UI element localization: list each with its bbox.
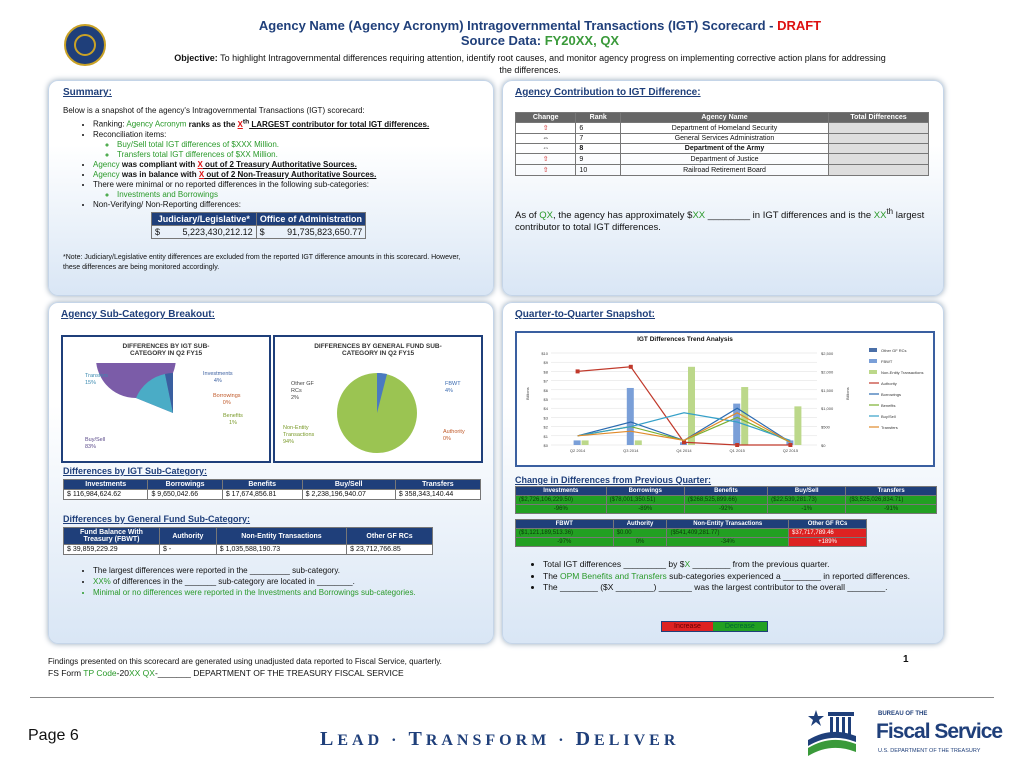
table-row: ⇧ 9 Department of Justice — [516, 154, 929, 165]
y2-tick-label: $1,000 — [821, 406, 834, 412]
contribution-text: As of QX, the agency has approximately $XX ________ in IGT differences and is the XXth largest contributor to total IGT differences. — [515, 207, 925, 234]
breakout-panel — [48, 302, 494, 644]
pie1-label-borrowings: Borrowings 0% — [213, 393, 241, 406]
pie1-label-investments: Investments 4% — [203, 371, 233, 384]
legend-label: Authority — [881, 381, 897, 386]
page-title: Agency Name (Agency Acronym) Intragovernmental Transactions (IGT) Scorecard - DRAFT Source Data: FY20XX, QX — [258, 18, 822, 48]
snapshot-bullets: • Total IGT differences _________ by $X ________ from the previous quarter. • The OPM Benefits and Transfers sub-categories experienced a ________ in reported differences. • The ________ ($X ________) _______ was the largest contributor to the overall ________. — [543, 559, 933, 594]
summary-intro: Below is a snapshot of the agency's Intragovernmental Transactions (IGT) scorecard: — [63, 106, 365, 115]
balance-item: • Agency was in balance with X out of 2 Non-Treasury Authoritative Sources. — [93, 170, 479, 180]
legend-label: Benefits — [881, 403, 896, 408]
legend-label: Buy/Sell — [881, 414, 896, 419]
table-row: ⇔ 7 General Services Administration — [516, 134, 929, 144]
form-line: FS Form TP Code-20XX QX-_______ DEPARTMENT OF THE TREASURY FISCAL SERVICE — [48, 668, 404, 678]
y2-axis-label: Billions — [845, 387, 850, 400]
compliant-item: • Agency was compliant with X out of 2 Treasury Authoritative Sources. — [93, 160, 479, 170]
y-tick-label: $5 — [543, 397, 548, 402]
nonverify-item: • Non-Verifying/ Non-Reporting differences: — [93, 200, 479, 210]
legend-swatch — [869, 370, 877, 374]
change-legend — [661, 621, 768, 632]
contribution-panel — [502, 80, 944, 296]
bar-fbwt — [627, 388, 634, 445]
objective: Objective: To highlight Intragovernmental differences requiring attention, identify root causes, and monitor agency progress on implementing corrective action plans for addressing the differences. — [174, 53, 886, 75]
x-tick-label: Q2 2014 — [569, 448, 586, 453]
legend-label: Transfers — [881, 425, 898, 430]
pie1-label-buysell: Buy/Sell 83% — [85, 437, 106, 450]
igt-pie-chart: DIFFERENCES BY IGT SUB-CATEGORY IN Q2 FY15 Transfers 15% Investments 4% Borrowings 0% Benefits 1% Buy/Sell 83% — [61, 335, 271, 463]
gf-subcat-heading: Differences by General Fund Sub-Category: — [63, 514, 251, 524]
breakout-heading: Agency Sub-Category Breakout: — [61, 309, 215, 320]
point-authority — [788, 443, 792, 447]
minimal-item: • There were minimal or no reported differences in the following sub-categories: ◦ Investments and Borrowings — [93, 180, 479, 200]
x-tick-label: Q3 2014 — [623, 448, 639, 453]
summary-note: *Note: Judiciary/Legislative entity differences are excluded from the reported IGT difference amounts in this scorecard. However, these differences are being monitored accordingly. — [63, 253, 461, 271]
dept-label: U.S. DEPARTMENT OF THE TREASURY — [878, 748, 981, 754]
y-tick-label: $9 — [543, 360, 548, 366]
y-tick-label: $1 — [543, 433, 548, 439]
pie1-label-benefits: Benefits 1% — [223, 413, 243, 426]
gf-pie — [275, 363, 481, 463]
y-tick-label: $6 — [543, 387, 548, 393]
bar-non-entity-transactions — [635, 440, 642, 445]
trend-chart-title: IGT Differences Trend Analysis — [637, 336, 733, 343]
table-row: ⇧ 6 Department of Homeland Security — [516, 123, 929, 134]
summary-panel — [48, 80, 494, 296]
change-table-2: FBWT Authority Non-Entity Transactions Other GF RCs ($1,121,189,513.36) $0.00 ($541,409,281.77) $37,717,789.46 -97% 0% -34% +189% — [515, 519, 867, 547]
findings-note: Findings presented on this scorecard are generated using unadjusted data reported to Fiscal Service, quarterly. — [48, 657, 442, 666]
pie2-label-fbwt: FBWT 4% — [445, 381, 461, 394]
bar-non-entity-transactions — [794, 406, 801, 445]
legend-increase: Increase — [662, 622, 713, 631]
table-row: ⇔ 8 Department of the Army — [516, 144, 929, 154]
page-label: Page 6 — [28, 727, 79, 744]
contribution-heading: Agency Contribution to IGT Difference: — [515, 87, 701, 98]
legend-swatch — [869, 359, 877, 363]
x-tick-label: Q1 2015 — [729, 448, 745, 453]
fiscal-service-label: Fiscal Service — [876, 720, 1003, 743]
ranking-item: • Ranking: Agency Acronym ranks as the Xth LARGEST contributor for total IGT differences. — [93, 117, 479, 130]
change-table-1: Investments Borrowings Benefits Buy/Sell Transfers ($2,726,106,229.50) ($78,001,350.51) ($268,525,899.66) ($22,539,281.73) ($3,525,026,834.71) -96% -89% -92% -1% -91% — [515, 486, 937, 514]
treasury-seal-icon — [64, 24, 106, 66]
jl-table: Judiciary/Legislative* Office of Administration $ 5,223,430,212.12 $ 91,735,823,650.77 — [151, 212, 366, 239]
y2-tick-label: $0 — [821, 443, 826, 448]
tagline: LEAD · TRANSFORM · DELIVER — [320, 728, 680, 750]
trend-plot — [517, 345, 933, 465]
y-tick-label: $8 — [543, 369, 548, 375]
y-tick-label: $10 — [541, 351, 548, 356]
x-tick-label: Q4 2014 — [676, 448, 692, 453]
fiscal-service-logo-icon — [806, 704, 856, 760]
bar-fbwt — [574, 440, 581, 445]
summary-list — [93, 117, 479, 210]
snapshot-panel — [502, 302, 944, 644]
summary-heading: Summary: — [63, 87, 112, 98]
pie2-label-nonentity: Non-Entity Transactions 94% — [283, 425, 315, 445]
table-row: ⇧ 10 Railroad Retirement Board — [516, 165, 929, 176]
legend-swatch — [869, 348, 877, 352]
bar-non-entity-transactions — [582, 440, 589, 445]
y2-tick-label: $2,000 — [821, 369, 834, 375]
snapshot-heading: Quarter-to-Quarter Snapshot: — [515, 309, 656, 320]
legend-label: Other GF RCs — [881, 348, 907, 353]
trend-chart — [515, 331, 935, 467]
contribution-table: Change Rank Agency Name Total Differences ⇧ 6 Department of Homeland Security ⇔ 7 General Services Administration ⇔ 8 Department of the Army ⇧ 9 Department of Justice ⇧ 10 Railroad Retirement Board — [515, 112, 929, 176]
recon-item: • Reconciliation items: ◦ Buy/Sell total IGT differences of $XXX Million. ◦ Transfers total IGT differences of $XX Million. — [93, 130, 479, 160]
legend-label: Non-Entity Transactions — [881, 370, 924, 375]
pie2-label-othergf: Other GF RCs 2% — [291, 381, 314, 401]
y-tick-label: $3 — [543, 415, 548, 421]
y2-tick-label: $2,500 — [821, 351, 834, 356]
scorecard-page-number: 1 — [903, 654, 909, 665]
gf-pie-chart: DIFFERENCES BY GENERAL FUND SUB-CATEGORY IN Q2 FY15 Other GF RCs 2% FBWT 4% Non-Entity Transactions 94% Authority 0% — [273, 335, 483, 463]
igt-subcat-table: Investments Borrowings Benefits Buy/Sell Transfers $ 116,984,624.62 $ 9,650,042.66 $ 17,674,856.81 $ 2,238,196,940.07 $ 358,343,140.44 — [63, 479, 481, 500]
y-tick-label: $7 — [543, 378, 548, 384]
y2-tick-label: $500 — [821, 424, 830, 430]
point-authority — [629, 365, 633, 369]
point-authority — [735, 443, 739, 447]
point-authority — [576, 369, 580, 373]
x-tick-label: Q2 2015 — [782, 448, 799, 453]
y-tick-label: $4 — [543, 406, 548, 412]
bureau-label: BUREAU OF THE — [878, 711, 928, 717]
pie2-label-authority: Authority 0% — [443, 429, 465, 442]
legend-label: Borrowings — [881, 392, 902, 397]
legend-label: FBWT — [881, 359, 893, 364]
divider — [30, 697, 994, 698]
gf-subcat-table: Fund Balance With Treasury (FBWT) Authority Non-Entity Transactions Other GF RCs $ 39,859,229.29 $ - $ 1,035,588,190.73 $ 23,712,766.85 — [63, 527, 433, 555]
y-axis-label: Billions — [525, 387, 530, 400]
y2-tick-label: $1,500 — [821, 387, 834, 393]
change-heading: Change in Differences from Previous Quarter: — [515, 475, 712, 485]
breakout-bullets: • The largest differences were reported in the _________ sub-category. • XX% of differences in the _______ sub-category are located in ________. • Minimal or no differences were reported in the Investments and Borrowings sub-categories. — [93, 565, 483, 598]
bar-non-entity-transactions — [688, 367, 695, 445]
legend-decrease: Decrease — [713, 622, 767, 631]
y-tick-label: $0 — [543, 443, 548, 448]
pie1-label-transfers: Transfers 15% — [85, 373, 109, 386]
y-tick-label: $2 — [543, 424, 548, 430]
igt-subcat-heading: Differences by IGT Sub-Category: — [63, 466, 208, 476]
